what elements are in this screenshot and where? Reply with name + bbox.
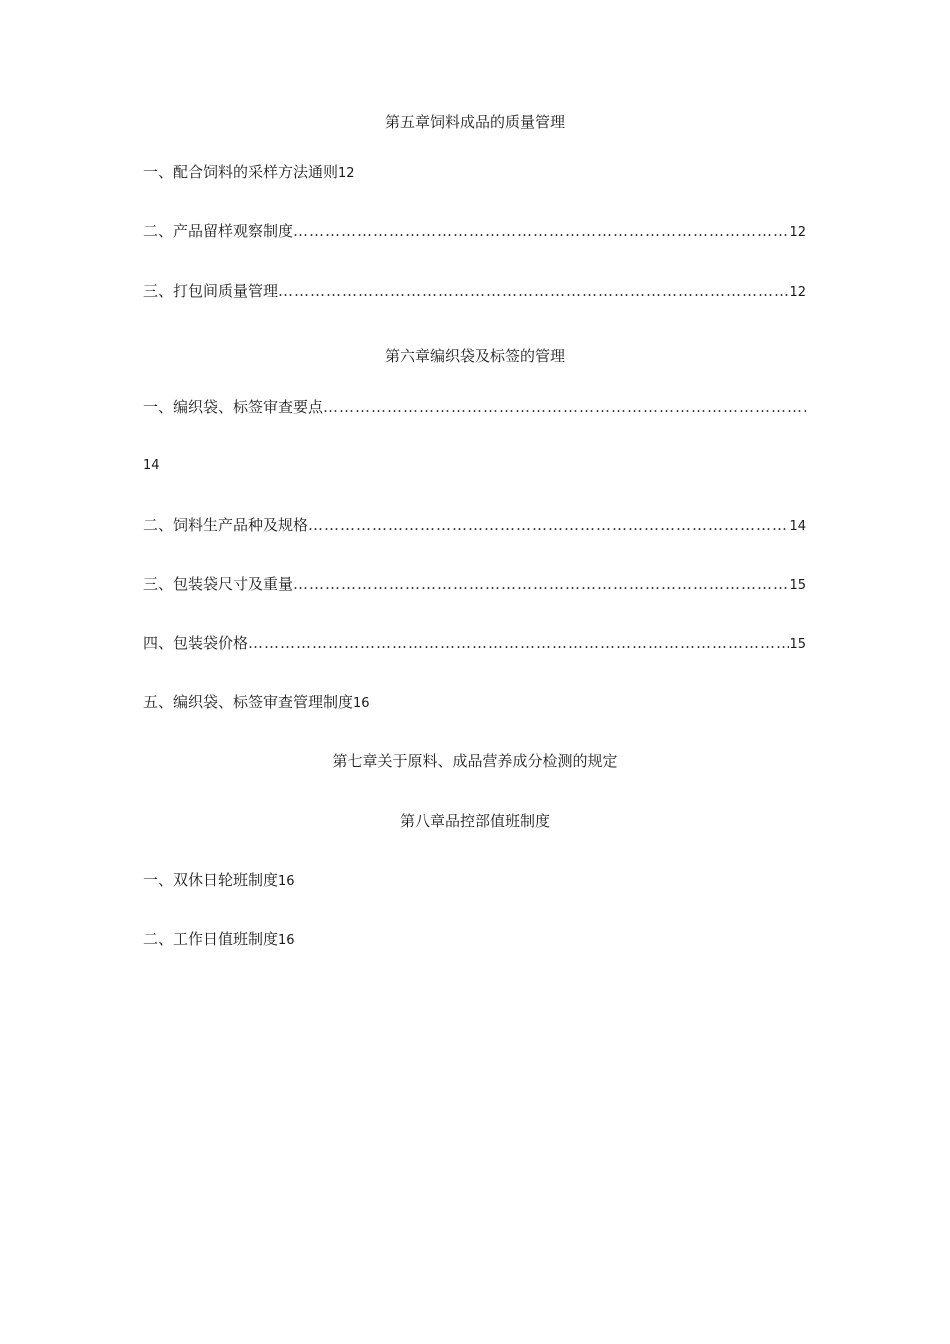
- toc-entry-6-4[interactable]: [143, 633, 806, 655]
- toc-entry-5-2[interactable]: [143, 221, 806, 243]
- toc-entry-page: 15: [789, 637, 806, 652]
- dot-leader: [293, 221, 789, 241]
- toc-entry-page: 16: [278, 933, 295, 948]
- dot-leader: [323, 397, 806, 417]
- toc-entry-label: 二、产品留样观察制度: [143, 222, 294, 240]
- toc-entry-label: 二、工作日值班制度: [143, 930, 279, 948]
- toc-entry-label: 五、编织袋、标签审查管理制度: [143, 693, 354, 711]
- dot-leader: [293, 574, 789, 594]
- toc-entry-label: 一、双休日轮班制度: [143, 871, 279, 889]
- dot-leader: [248, 633, 789, 653]
- toc-entry-label: 一、编织袋、标签审查要点: [143, 398, 324, 416]
- toc-chapter-8-title: 第八章品控部值班制度: [399, 812, 550, 830]
- toc-entry-6-3[interactable]: [143, 574, 806, 596]
- toc-entry-5-1[interactable]: [143, 162, 806, 184]
- toc-entry-label: 三、打包间质量管理: [143, 282, 279, 300]
- toc-entry-label: 一、配合饲料的采样方法通则: [143, 163, 339, 181]
- toc-entry-page: 16: [278, 874, 295, 889]
- toc-entry-6-5[interactable]: [143, 692, 806, 714]
- toc-entry-label: 二、饲料生产品种及规格: [143, 516, 309, 534]
- toc-entry-page: 12: [789, 225, 806, 240]
- toc-entry-page: 16: [353, 696, 370, 711]
- toc-entry-6-1-page: 14: [143, 458, 160, 473]
- toc-chapter-7-title: 第七章关于原料、成品营养成分检测的规定: [332, 752, 618, 770]
- toc-entry-8-2[interactable]: [143, 929, 806, 951]
- toc-entry-page: 14: [789, 519, 806, 534]
- toc-entry-5-3[interactable]: [143, 281, 806, 303]
- toc-entry-label: 三、包装袋尺寸及重量: [143, 575, 294, 593]
- toc-chapter-5-title: 第五章饲料成品的质量管理: [384, 113, 565, 131]
- toc-entry-page: 12: [338, 166, 355, 181]
- toc-entry-page: 12: [789, 285, 806, 300]
- toc-entry-6-2[interactable]: [143, 515, 806, 537]
- toc-entry-8-1[interactable]: [143, 870, 806, 892]
- dot-leader: [308, 515, 789, 535]
- toc-entry-6-1[interactable]: [143, 397, 806, 417]
- dot-leader: [278, 281, 789, 301]
- toc-entry-label: 四、包装袋价格: [143, 634, 249, 652]
- toc-chapter-6-title: 第六章编织袋及标签的管理: [384, 347, 565, 365]
- toc-entry-page: 15: [789, 578, 806, 593]
